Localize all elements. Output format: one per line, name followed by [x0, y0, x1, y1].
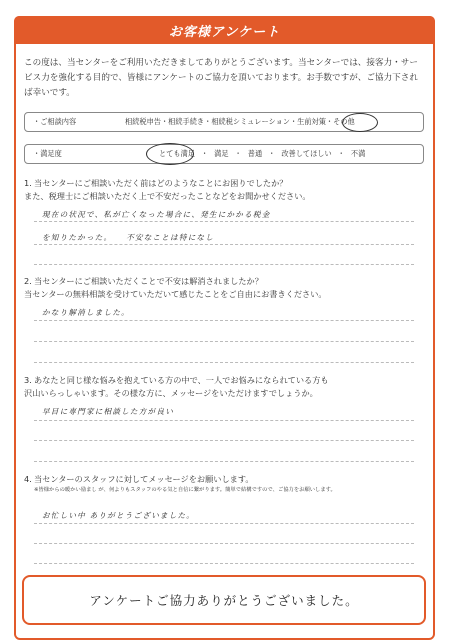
option-separator: ・ [200, 149, 209, 158]
answer-line [34, 440, 414, 441]
intro-text: この度は、当センターをご利用いただきましてありがとうございます。当センターでは、接客力・サービス力を強化する目的で、皆様にアンケートのご協力を頂いております。お手数ですが、ご協力下されば幸いです。 [24, 58, 418, 98]
answer-2-line-1: かなり解消しました。 [42, 308, 130, 317]
answer-line [34, 461, 414, 462]
option-separator: ・ [289, 117, 298, 126]
answer-1-line-1: 現在の状況で、私が亡くなった場合に、発生にかかる税金 [42, 210, 271, 219]
option-neutral[interactable]: 普通 [247, 149, 263, 158]
survey-title: お客様アンケート [168, 24, 281, 40]
option-other[interactable]: その他 [333, 117, 355, 126]
answer-line [34, 563, 414, 564]
answer-line [34, 264, 414, 265]
answer-line [34, 320, 414, 321]
answer-line [34, 341, 414, 342]
option-dissatisfied[interactable]: 不満 [350, 149, 366, 158]
option-inheritance-procedure[interactable]: 相続手続き [168, 117, 205, 126]
satisfaction-label: ・満足度 [33, 149, 62, 158]
option-separator: ・ [234, 149, 242, 158]
question-4 [24, 473, 429, 494]
answer-line [34, 244, 414, 245]
question-3 [24, 374, 429, 400]
question-2 [24, 275, 429, 301]
answer-line [34, 523, 414, 524]
title-bar [14, 16, 435, 44]
satisfaction-row [24, 144, 424, 164]
answer-line [34, 543, 414, 544]
option-separator: ・ [325, 117, 334, 126]
question-text: 当センターのスタッフに対してメッセージをお願いします。 [34, 474, 254, 484]
option-needs-improvement[interactable]: 改善してほしい [281, 149, 332, 158]
question-number: 1. [24, 178, 32, 188]
answer-line [34, 362, 414, 363]
option-satisfied[interactable]: 満足 [214, 149, 229, 158]
thank-you-box [22, 575, 426, 625]
selected-option-circle [146, 143, 194, 165]
question-text: 当センターにご相談いただくことで不安は解消されましたか？ 当センターの無料相談を受けていただいて感じたことをご自由にお書きください。 [24, 276, 327, 299]
option-tax-simulation[interactable]: 相続税シミュレーション [211, 117, 290, 126]
question-number: 4. [24, 474, 32, 484]
survey-frame [14, 16, 435, 640]
option-separator: ・ [337, 149, 345, 158]
answer-line [34, 221, 414, 222]
option-separator: ・ [160, 117, 169, 126]
question-text: 当センターにご相談いただく前はどのようなことにお困りでしたか？ また、税理士にご相談いただく上で不安だったことなどをお聞かせください。 [24, 178, 311, 201]
question-text: あなたと同じ様な悩みを抱えている方の中で、一人でお悩みになられている方も 沢山いらっしゃいます。その様な方に、メッセージをいただけますでしょうか。 [24, 375, 329, 398]
question-1 [24, 177, 429, 203]
thank-you-text: アンケートご協力ありがとうございました。 [89, 593, 359, 608]
question-4-note: ※皆様からの暖かい励まし が、何よりもスタッフのやる気と自信に繋がります。簡単で結構ですので、ご協力をお願いします。 [34, 487, 336, 493]
option-estate-planning[interactable]: 生前対策 [297, 117, 326, 126]
option-inheritance-tax-return[interactable]: 相続税申告 [125, 117, 161, 126]
answer-1-line-2: を知りたかった。 不安なことは特になし [42, 233, 215, 242]
consult-type-label: ・ご相談内容 [33, 117, 77, 126]
question-number: 2. [24, 276, 32, 286]
option-separator: ・ [204, 117, 212, 126]
option-very-satisfied[interactable]: とても満足 [159, 149, 195, 158]
question-number: 3. [24, 375, 32, 385]
selected-option-circle [342, 113, 378, 132]
consult-type-options [125, 117, 355, 127]
answer-3-line-1: 早目に専門家に相談した方が良い [42, 407, 174, 416]
option-separator: ・ [268, 149, 276, 158]
answer-line [34, 420, 414, 421]
answer-4-line-1: お忙しい中 ありがとうございました。 [42, 511, 196, 520]
